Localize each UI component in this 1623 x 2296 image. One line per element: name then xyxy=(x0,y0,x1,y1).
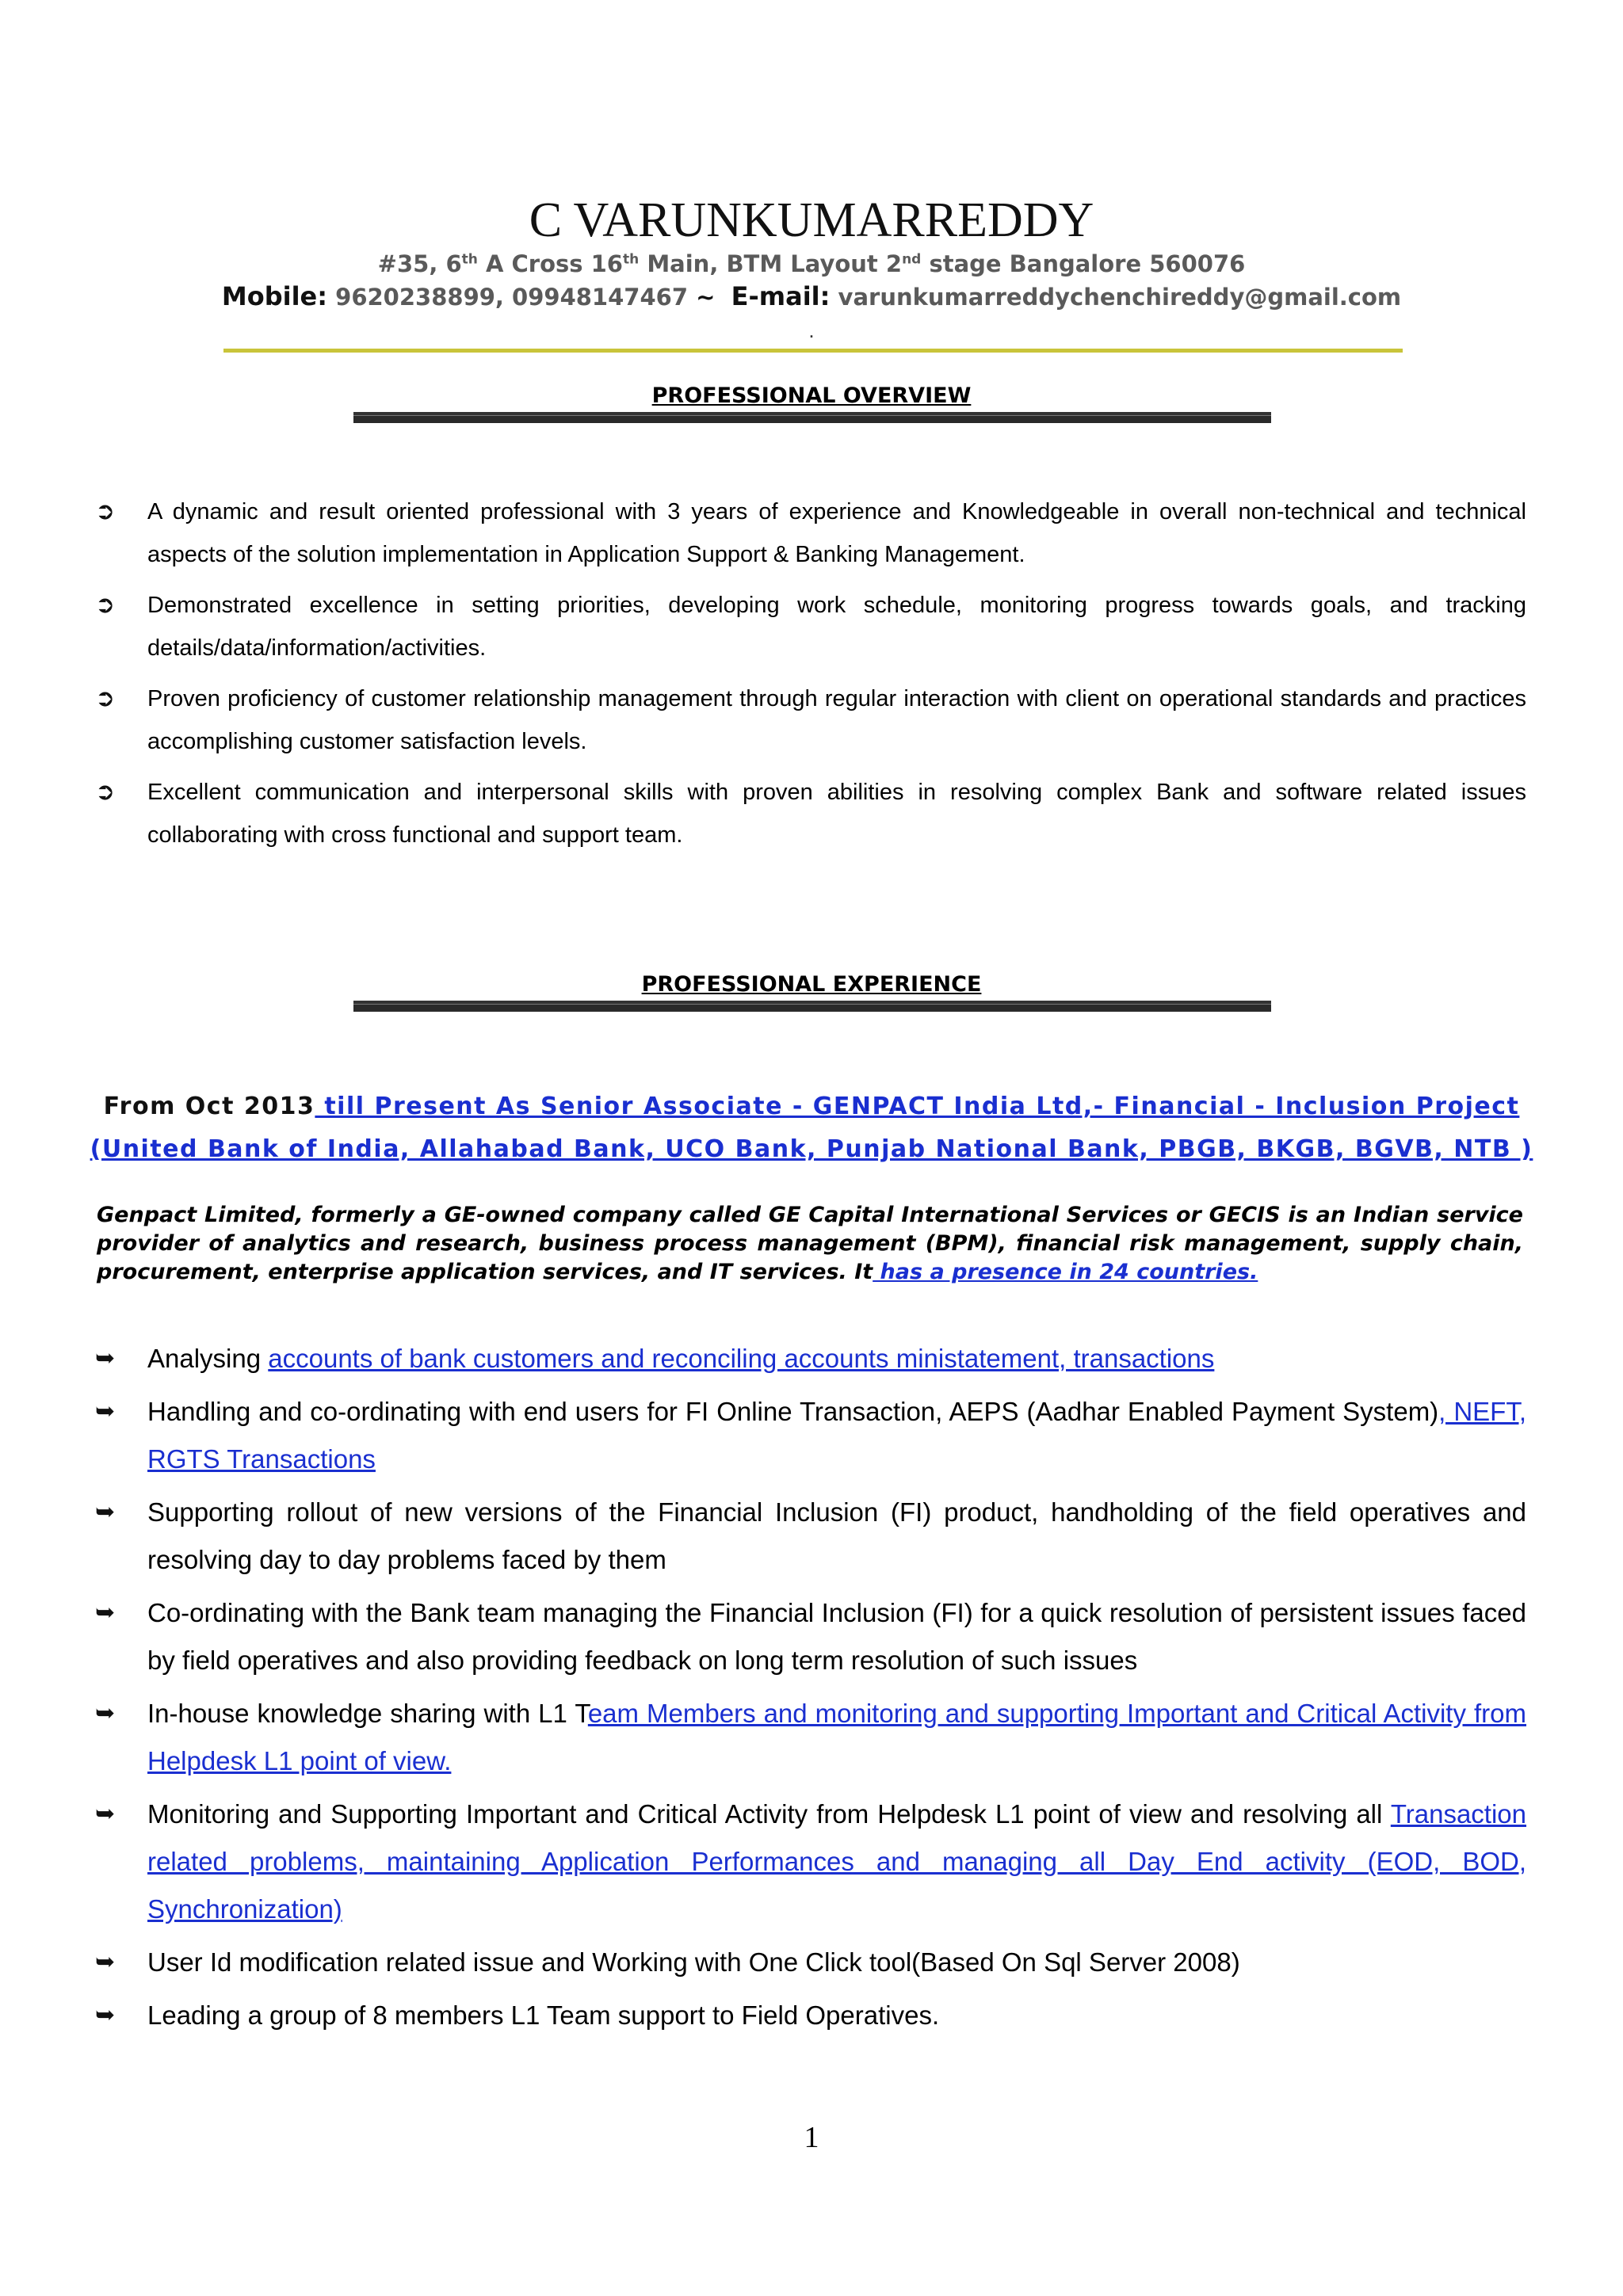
email-address[interactable]: varunkumarreddychenchireddy@gmail.com xyxy=(838,284,1402,311)
overview-text: A dynamic and result oriented professional with 3 years of experience and Knowledgeable in overall non-technical and technical aspects of the solution implementation in Application Support & Banking Management. xyxy=(147,499,1526,567)
duty-text: Handling and co-ordinating with end users for FI Online Transaction, AEPS (Aadhar Enabled Payment System) xyxy=(147,1397,1439,1426)
duty-text: User Id modification related issue and Working with One Click tool(Based On Sql Server 2008) xyxy=(147,1947,1240,1977)
hooked-arrow-bullet-icon: ➥ xyxy=(95,1345,116,1371)
duty-item xyxy=(95,1589,1526,1684)
address-part: #35, 6 xyxy=(377,250,462,277)
duty-text: In-house knowledge sharing with L1 T xyxy=(147,1699,588,1728)
overview-item xyxy=(95,584,1526,669)
duties-list xyxy=(95,1335,1526,2045)
duty-text: Analysing xyxy=(147,1344,269,1373)
company-description xyxy=(97,1201,1523,1287)
duty-link[interactable]: Transaction related problems, maintaining Application Performances and managing all Day End activity (EOD, BOD, Synchronization) xyxy=(147,1799,1526,1924)
duty-text: Co-ordinating with the Bank team managing the Financial Inclusion (FI) for a quick resolution of persistent issues faced by field operatives and also providing feedback on long term resolution of such issues xyxy=(147,1598,1526,1675)
candidate-name: C VARUNKUMARREDDY xyxy=(529,193,1094,247)
job-heading xyxy=(87,1085,1536,1171)
mobile-number: 9620238899, 09948147467 xyxy=(335,284,688,311)
overview-title: PROFESSIONAL OVERVIEW xyxy=(651,383,972,408)
duty-link[interactable]: accounts of bank customers and reconciling accounts ministatement, transactions xyxy=(268,1344,1215,1373)
address-part: Main, BTM Layout 2 xyxy=(639,250,903,277)
hooked-arrow-bullet-icon: ➥ xyxy=(95,1398,116,1425)
overview-item xyxy=(95,771,1526,856)
contact-separator: ~ xyxy=(696,284,716,311)
address-line xyxy=(0,247,1623,280)
hooked-arrow-bullet-icon: ➥ xyxy=(95,1600,116,1626)
duty-link[interactable]: eam Members and monitoring and supporting Important and Critical Activity from Helpdesk L1 point of view. xyxy=(147,1699,1526,1775)
experience-divider xyxy=(353,1001,1271,1012)
experience-title: PROFESSIONAL EXPERIENCE xyxy=(641,972,982,997)
address-ordinal: th xyxy=(461,251,478,268)
overview-item xyxy=(95,490,1526,576)
address-ordinal: th xyxy=(622,251,640,268)
duty-text: Supporting rollout of new versions of the Financial Inclusion (FI) product, handholding of the field operatives and resolving day to day problems faced by them xyxy=(147,1497,1526,1574)
address-part: stage Bangalore 560076 xyxy=(921,250,1246,277)
duty-item xyxy=(95,1335,1526,1383)
job-title-link[interactable]: till Present As Senior Associate - GENPACT India Ltd,- Financial - Inclusion Project (United Bank of India, Allahabad Bank, UCO Bank, Punjab National Bank, PBGB, BKGB, BGVB, NTB ) xyxy=(90,1093,1533,1163)
duty-item xyxy=(95,1489,1526,1584)
overview-text: Excellent communication and interpersonal skills with proven abilities in resolving complex Bank and software related issues collaborating with cross functional and support team. xyxy=(147,780,1526,848)
header-dot: . xyxy=(808,318,815,342)
hooked-arrow-bullet-icon: ➥ xyxy=(95,1499,116,1525)
job-start-date: From Oct 2013 xyxy=(103,1093,315,1120)
contact-line xyxy=(0,279,1623,315)
overview-text: Proven proficiency of customer relationship management through regular interaction with client on operational standards and practices accomplishing customer satisfaction levels. xyxy=(147,686,1526,754)
duty-item xyxy=(95,1690,1526,1785)
hooked-arrow-bullet-icon: ➥ xyxy=(95,1949,116,1975)
duty-item xyxy=(95,1939,1526,1986)
duty-link[interactable]: , NEFT, RGTS Transactions xyxy=(147,1397,1526,1474)
duty-item xyxy=(95,1388,1526,1483)
overview-item xyxy=(95,677,1526,763)
duty-item xyxy=(95,1791,1526,1933)
hooked-arrow-bullet-icon: ➥ xyxy=(95,1700,116,1726)
header-divider xyxy=(223,349,1403,353)
overview-list xyxy=(95,490,1526,864)
company-presence-link[interactable]: has a presence in 24 countries. xyxy=(873,1260,1258,1284)
arrow-bullet-icon: ➲ xyxy=(95,779,116,805)
address-ordinal: nd xyxy=(902,251,922,268)
hooked-arrow-bullet-icon: ➥ xyxy=(95,2002,116,2028)
address-part: A Cross 16 xyxy=(477,250,623,277)
company-text: Genpact Limited, formerly a GE-owned company called GE Capital International Services or GECIS is an Indian service provider of analytics and research, business process management (BPM), financial risk management, supply chain, procurement, enterprise application services, and IT services. It xyxy=(97,1203,1523,1284)
duty-item xyxy=(95,1992,1526,2039)
arrow-bullet-icon: ➲ xyxy=(95,685,116,711)
duty-text: Monitoring and Supporting Important and Critical Activity from Helpdesk L1 point of view and resolving all xyxy=(147,1799,1391,1829)
overview-divider xyxy=(353,412,1271,423)
mobile-label: Mobile: xyxy=(221,281,328,311)
email-label: E-mail: xyxy=(731,281,831,311)
arrow-bullet-icon: ➲ xyxy=(95,498,116,524)
overview-text: Demonstrated excellence in setting priorities, developing work schedule, monitoring progress towards goals, and tracking details/data/information/activities. xyxy=(147,593,1526,661)
arrow-bullet-icon: ➲ xyxy=(95,592,116,618)
hooked-arrow-bullet-icon: ➥ xyxy=(95,1801,116,1827)
page-number: 1 xyxy=(804,2121,819,2154)
duty-text: Leading a group of 8 members L1 Team support to Field Operatives. xyxy=(147,2000,940,2030)
